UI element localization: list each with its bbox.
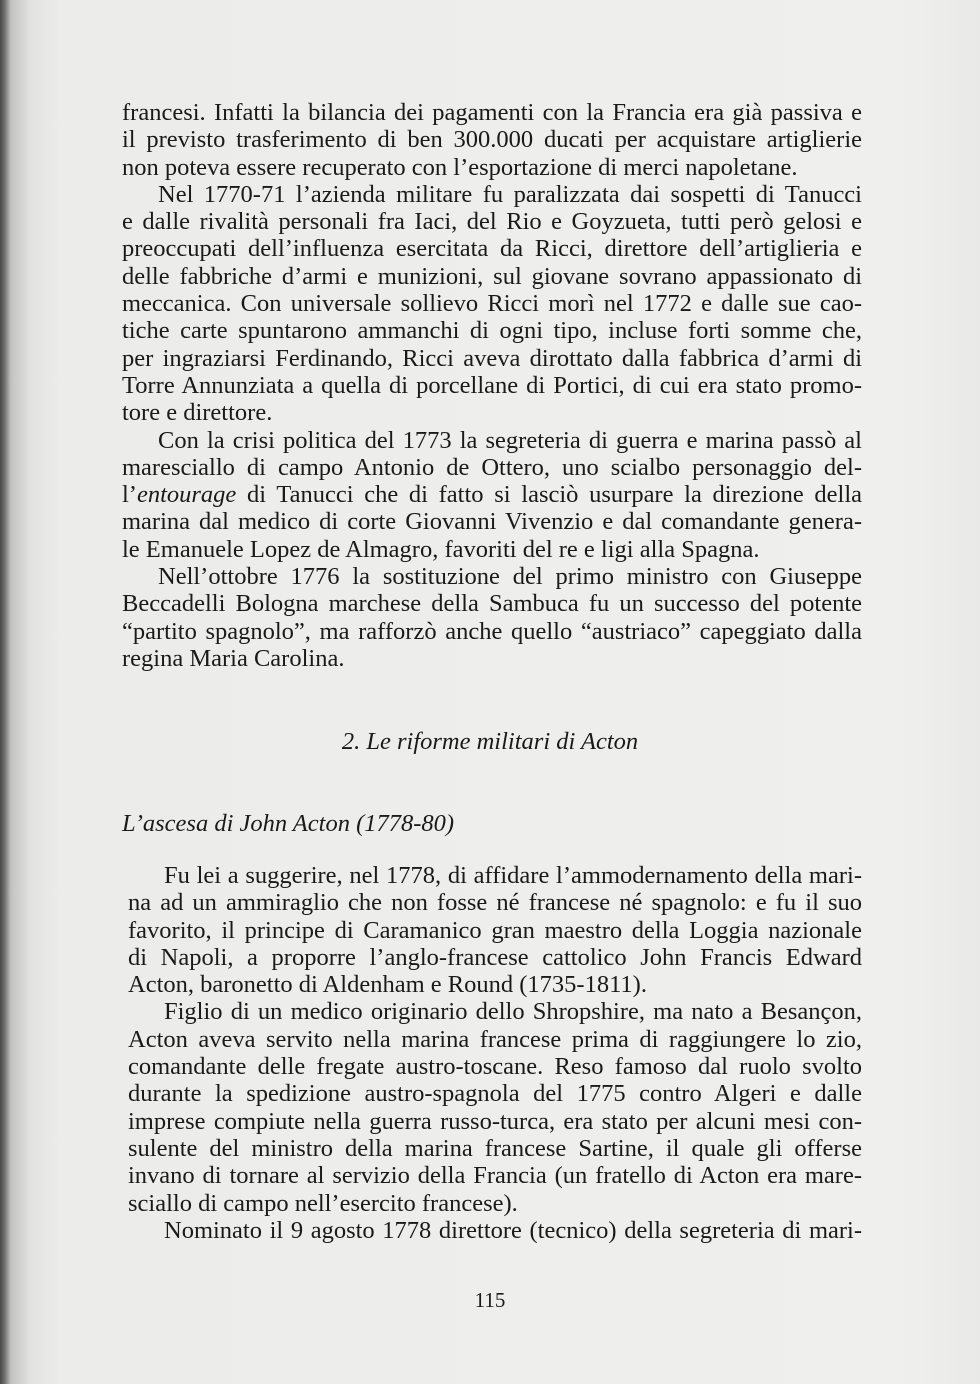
text-line: na ad un ammiraglio che non fosse né francese né spagnolo: e fu il suo: [128, 889, 862, 917]
text-line: il previsto trasferimento di ben 300.000 ducati per acquistare artiglierie: [122, 126, 862, 154]
text-line: imprese compiute nella guerra russo-turca, era stato per alcuni mesi con-: [128, 1107, 862, 1135]
text-line: francesi. Infatti la bilancia dei pagamenti con la Francia era già passiva e: [122, 99, 862, 126]
text-line: Fu lei a suggerire, nel 1778, di affidare l’ammodernamento della mari-: [164, 862, 862, 889]
text-line: sciallo di campo nell’esercito francese).: [128, 1189, 518, 1217]
text-line: comandante delle fregate austro-toscane. Reso famoso dal ruolo svolto: [128, 1053, 862, 1081]
text-line: di Napoli, a proporre l’anglo-francese cattolico John Francis Edward: [128, 943, 862, 971]
text-line: Con la crisi politica del 1773 la segreteria di guerra e marina passò al: [158, 426, 862, 454]
text-line: marina dal medico di corte Giovanni Vivenzio e dal comandante genera-: [122, 508, 862, 536]
text-line: Nell’ottobre 1776 la sostituzione del primo ministro con Giuseppe: [158, 563, 862, 591]
text-line: “partito spagnolo”, ma rafforzò anche quello “austriaco” capeggiato dalla: [122, 617, 862, 645]
text-line: favorito, il principe di Caramanico gran maestro della Loggia nazionale: [128, 916, 862, 944]
text-line: Nominato il 9 agosto 1778 direttore (tecnico) della segreteria di mari-: [164, 1216, 862, 1244]
text-line: sulente del ministro della marina francese Sartine, il quale gli offerse: [128, 1134, 862, 1162]
text-line: [122, 481, 862, 508]
text-line: preoccupati dell’influenza esercitata da Ricci, direttore dell’artiglieria e: [122, 235, 862, 263]
text-line-part: di Tanucci che di fatto si lasciò usurpare la direzione della: [236, 481, 862, 509]
text-line-part: l’: [122, 481, 137, 509]
text-line: le Emanuele Lopez de Almagro, favoriti del re e ligi alla Spagna.: [122, 535, 760, 563]
text-line: Torre Annunziata a quella di porcellane di Portici, di cui era stato promo-: [122, 371, 862, 399]
text-line: durante la spedizione austro-spagnola del 1775 contro Algeri e dalle: [128, 1080, 862, 1108]
text-line: non poteva essere recuperato con l’esportazione di merci napoletane.: [122, 153, 798, 181]
subsection-heading: L’ascesa di John Acton (1778-80): [122, 810, 455, 837]
text-line: delle fabbriche d’armi e munizioni, sul giovane sovrano appassionato di: [122, 262, 862, 290]
text-line: per ingraziarsi Ferdinando, Ricci aveva dirottato dalla fabbrica d’armi di: [122, 344, 862, 372]
text-line: Figlio di un medico originario dello Shropshire, ma nato a Besançon,: [164, 998, 862, 1026]
book-gutter-shadow: [0, 0, 10, 1384]
section-heading: 2. Le riforme militari di Acton: [341, 728, 639, 755]
text-line: invano di tornare al servizio della Francia (un fratello di Acton era mare-: [128, 1162, 862, 1190]
text-line: Acton aveva servito nella marina francese prima di raggiungere lo zio,: [128, 1025, 862, 1053]
text-line: Nel 1770-71 l’azienda militare fu paralizzata dai sospetti di Tanucci: [158, 180, 862, 208]
text-line: regina Maria Carolina.: [122, 644, 345, 672]
text-line: e dalle rivalità personali fra Iaci, del Rio e Goyzueta, tutti però gelosi e: [122, 208, 862, 236]
page-number: 115: [474, 1288, 506, 1312]
body-text-bottom: [128, 862, 862, 1244]
text-line: tiche carte spuntarono ammanchi di ogni tipo, incluse forti somme che,: [122, 317, 862, 345]
body-text-top: [122, 99, 862, 672]
text-line: tore e direttore.: [122, 399, 273, 427]
italic-term: entourage: [136, 481, 237, 509]
text-line: meccanica. Con universale sollievo Ricci morì nel 1772 e dalle sue cao-: [122, 290, 862, 318]
text-line: maresciallo di campo Antonio de Ottero, uno scialbo personaggio del-: [122, 453, 862, 481]
text-line: Beccadelli Bologna marchese della Sambuca fu un successo del potente: [122, 590, 862, 618]
text-line: Acton, baronetto di Aldenham e Round (1735-1811).: [128, 971, 647, 999]
